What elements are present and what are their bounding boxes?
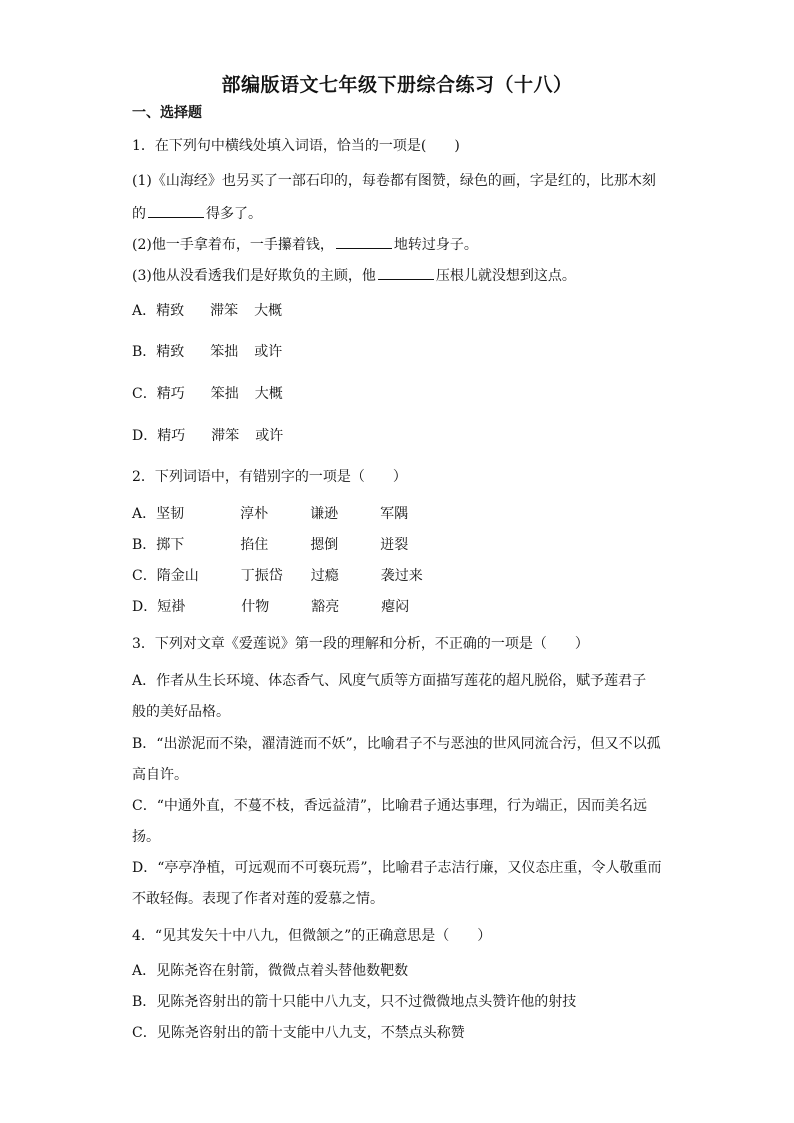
option-word: 滞笨 bbox=[210, 303, 239, 319]
question-2-stem: 2．下列词语中，有错别字的一项是（ ） bbox=[132, 469, 407, 485]
option-word: 瘪闷 bbox=[381, 599, 410, 615]
option-word: 过瘾 bbox=[310, 568, 339, 584]
option-word: 丁振岱 bbox=[240, 568, 283, 584]
option-label: D． bbox=[132, 599, 158, 615]
question-1-option-a[interactable] bbox=[132, 302, 282, 320]
sentence-text: 压根儿就没想到这点。 bbox=[435, 268, 576, 284]
question-3-option-a-cont: 般的美好品格。 bbox=[132, 704, 230, 720]
option-word: 精致 bbox=[156, 344, 185, 360]
option-word: 或许 bbox=[255, 428, 284, 444]
sentence-text: (3)他从没看透我们是好欺负的主顾，他 bbox=[132, 268, 376, 284]
option-word: 精巧 bbox=[157, 428, 186, 444]
option-word: 袭过来 bbox=[380, 568, 423, 584]
option-word: 隋金山 bbox=[156, 568, 199, 584]
question-4-option-b[interactable]: B．见陈尧咨射出的箭十只能中八九支，只不过微微地点头赞许他的射技 bbox=[132, 994, 577, 1010]
option-word: 或许 bbox=[254, 344, 283, 360]
fill-blank bbox=[148, 203, 204, 218]
option-word: 淳朴 bbox=[240, 506, 269, 522]
option-label: A． bbox=[132, 303, 157, 319]
option-word: 豁亮 bbox=[311, 599, 340, 615]
option-label: C． bbox=[132, 386, 157, 402]
question-1-sentence-3 bbox=[132, 265, 576, 285]
option-word: 笨拙 bbox=[210, 344, 239, 360]
option-label: A． bbox=[132, 506, 157, 522]
question-2-option-b[interactable] bbox=[132, 536, 408, 554]
question-3-option-d[interactable]: D．“亭亭净植，可远观而不可亵玩焉”，比喻君子志洁行廉，又仪态庄重，令人敬重而 bbox=[132, 860, 662, 876]
option-word: 精致 bbox=[156, 303, 185, 319]
option-word: 什物 bbox=[241, 599, 270, 615]
option-word: 掷下 bbox=[156, 537, 185, 553]
question-1-sentence-1-cont bbox=[132, 203, 262, 223]
option-label: C． bbox=[132, 568, 157, 584]
sentence-text: (2)他一手拿着布，一手攥着钱， bbox=[132, 237, 334, 253]
option-word: 大概 bbox=[254, 303, 283, 319]
option-word: 迸裂 bbox=[380, 537, 409, 553]
option-word: 滞笨 bbox=[211, 428, 240, 444]
option-word: 精巧 bbox=[156, 386, 185, 402]
option-word: 短褂 bbox=[157, 599, 186, 615]
question-2-option-c[interactable] bbox=[132, 567, 423, 585]
question-4-option-a[interactable]: A．见陈尧咨在射箭，微微点着头替他数靶数 bbox=[132, 963, 409, 979]
question-1-sentence-2 bbox=[132, 234, 478, 254]
question-1-option-b[interactable] bbox=[132, 343, 282, 361]
question-1-option-c[interactable] bbox=[132, 385, 283, 403]
fill-blank bbox=[336, 234, 392, 249]
sentence-text: 得多了。 bbox=[206, 206, 262, 222]
option-label: B． bbox=[132, 537, 157, 553]
question-2-option-a[interactable] bbox=[132, 505, 408, 523]
fill-blank bbox=[378, 265, 434, 280]
option-label: D． bbox=[132, 428, 158, 444]
option-label: B． bbox=[132, 344, 157, 360]
section-heading: 一、选择题 bbox=[132, 105, 202, 121]
question-3-option-d-cont: 不敢轻侮。表现了作者对莲的爱慕之情。 bbox=[132, 891, 384, 907]
sentence-text: 地转过身子。 bbox=[393, 237, 478, 253]
question-3-stem: 3．下列对文章《爱莲说》第一段的理解和分析，不正确的一项是（ ） bbox=[132, 636, 589, 652]
option-word: 掐住 bbox=[240, 537, 269, 553]
question-1-option-d[interactable] bbox=[132, 427, 283, 445]
option-word: 坚韧 bbox=[156, 506, 185, 522]
question-3-option-b[interactable]: B．“出淤泥而不染，濯清涟而不妖”，比喻君子不与恶浊的世风同流合污，但又不以孤 bbox=[132, 736, 661, 752]
question-3-option-a[interactable]: A．作者从生长环境、体态香气、风度气质等方面描写莲花的超凡脱俗，赋予莲君子 bbox=[132, 673, 647, 689]
option-word: 军隅 bbox=[380, 506, 409, 522]
question-4-stem: 4．“见其发矢十中八九，但微颔之”的正确意思是（ ） bbox=[132, 928, 492, 944]
question-1-sentence-1: (1)《山海经》也另买了一部石印的，每卷都有图赞，绿色的画，字是红的，比那木刻 bbox=[132, 173, 656, 189]
option-word: 笨拙 bbox=[210, 386, 239, 402]
sentence-text: 的 bbox=[132, 206, 146, 222]
question-3-option-c-cont: 扬。 bbox=[132, 829, 160, 845]
question-3-option-b-cont: 高自许。 bbox=[132, 767, 188, 783]
option-word: 谦逊 bbox=[310, 506, 339, 522]
option-word: 摁倒 bbox=[310, 537, 339, 553]
question-2-option-d[interactable] bbox=[132, 598, 409, 616]
question-4-option-c[interactable]: C．见陈尧咨射出的箭十支能中八九支，不禁点头称赞 bbox=[132, 1025, 465, 1041]
question-1-stem: 1．在下列句中横线处填入词语，恰当的一项是( ) bbox=[132, 138, 460, 154]
option-word: 大概 bbox=[254, 386, 283, 402]
question-3-option-c[interactable]: C．“中通外直，不蔓不枝，香远益清”，比喻君子通达事理，行为端正，因而美名远 bbox=[132, 798, 648, 814]
page-title: 部编版语文七年级下册综合练习（十八） bbox=[221, 74, 573, 96]
